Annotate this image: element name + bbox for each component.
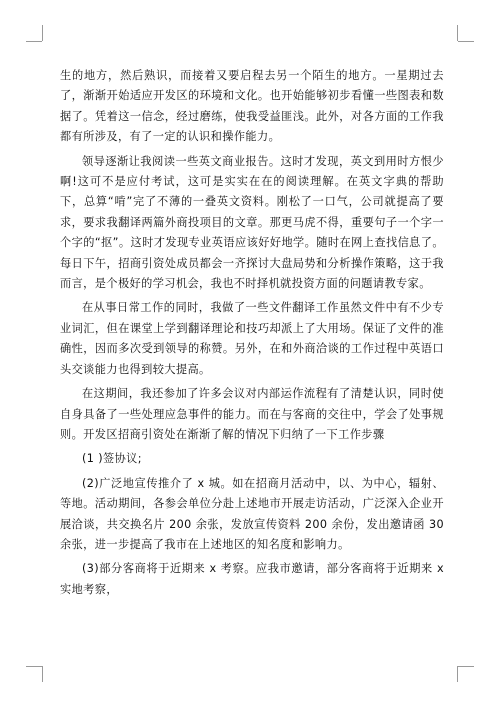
list-item: (1 )签协议; <box>82 452 142 466</box>
crop-mark-top-left-h <box>26 41 42 42</box>
paragraph: 在这期间，我还参加了许多会议对内部运作流程有了清楚认识，同时使自身具备了一些处理应急事件的能力。而在与客商的交往中，学会了处事规则。开发区招商引资处在渐渐了解的情况下归纳了一下工作步骤 <box>60 387 444 441</box>
crop-mark-bottom-left-h <box>26 666 42 667</box>
crop-mark-bottom-left-v <box>42 666 43 682</box>
paragraph: 领导逐渐让我阅读一些英文商业报告。这时才发现，英文到用时方恨少啊!这可不是应付考试，这可是实实在在的阅读理解。在英文字典的帮助下，总算“啃”完了不薄的一叠英文资料。刚松了一口气，公司就提高了要求，要求我翻译两篇外商投项目的文章。那更马虎不得，重要句子一个字一个字的“抠”。这时才发现专业英语应该好好地学。随时在网上查找信息了。每日下午，招商引资处成员都会一齐探讨大盘局势和分析操作策略，这于我而言，是个极好的学习机会，我也不时择机就投资方面的问题请教专家。 <box>60 154 444 291</box>
document-body <box>60 66 444 604</box>
crop-mark-top-right-v <box>457 25 458 41</box>
list-item: (2)广泛地宣传推介了 x 城。如在招商月活动中，以、为中心，辐射、等地。活动期间，各参会单位分赴上述地市开展走访活动，广泛深入企业开展洽谈，共交换名片 200 余张，发放宣传资料 200 余份，发出邀请函 30 余张，进一步提高了我市在上述地区的知名度和影响力。 <box>60 476 444 551</box>
paragraph: 生的地方，然后熟识，而接着又要启程去另一个陌生的地方。一星期过去了，渐渐开始适应开发区的环境和文化。也开始能够初步看懂一些图表和数据了。凭着这一信念，经过磨练，使我受益匪浅。此外，对各方面的工作我都有所涉及，有了一定的认识和操作能力。 <box>60 69 444 144</box>
crop-mark-bottom-right-h <box>458 666 474 667</box>
crop-mark-top-left-v <box>42 25 43 41</box>
crop-mark-top-right-h <box>458 41 474 42</box>
paragraph: 在从事日常工作的同时，我做了一些文件翻译工作虽然文件中有不少专业词汇，但在课堂上学到翻译理论和技巧却派上了大用场。保证了文件的准确性，因而多次受到领导的称赞。另外，在和外商洽谈的工作过程中英语口头交谈能力也得到较大提高。 <box>60 301 444 376</box>
crop-mark-bottom-right-v <box>457 666 458 682</box>
list-item: (3)部分客商将于近期来 x 考察。应我市邀请，部分客商将于近期来 x 实地考察， <box>60 562 444 596</box>
